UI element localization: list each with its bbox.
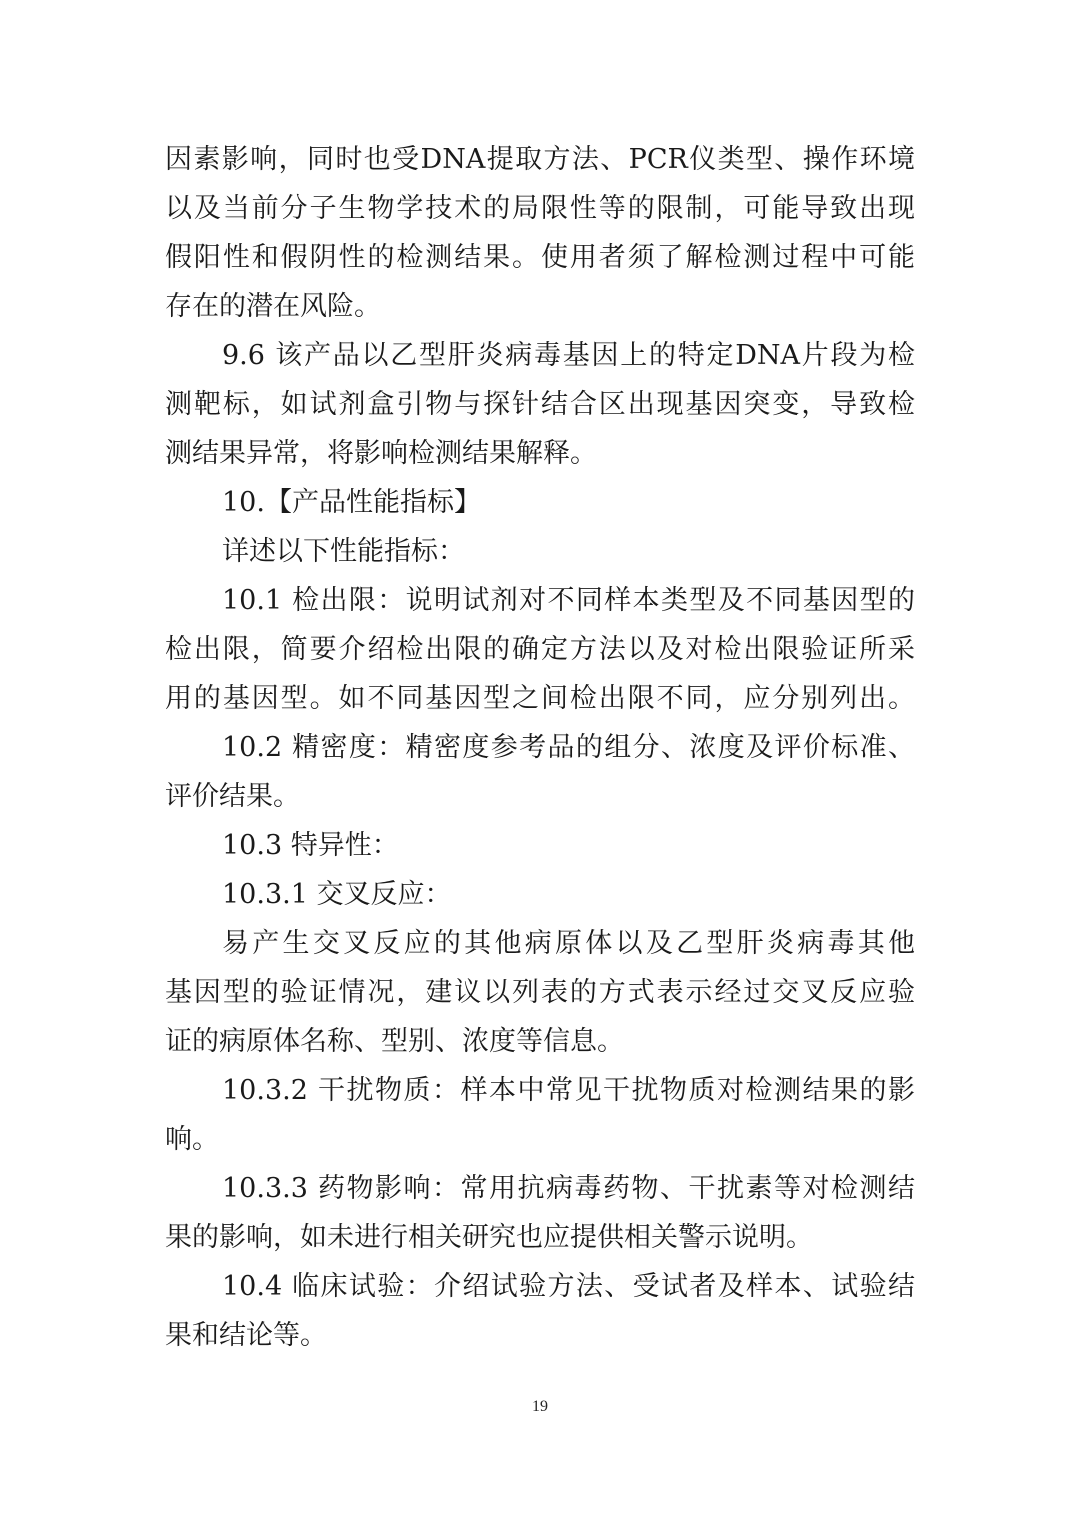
- text-line: 基因型的验证情况，建议以列表的方式表示经过交叉反应验: [165, 977, 915, 1008]
- text-line: 假阳性和假阴性的检测结果。使用者须了解检测过程中可能: [165, 242, 915, 273]
- text-line: 存在的潜在风险。: [165, 291, 381, 322]
- page-number: 19: [532, 1398, 548, 1415]
- text-line: 因素影响，同时也受DNA提取方法、PCR仪类型、操作环境: [165, 144, 915, 175]
- text-line: 测靶标，如试剂盒引物与探针结合区出现基因突变，导致检: [165, 389, 915, 420]
- text-line: 果和结论等。: [165, 1320, 327, 1351]
- text-line: 10.3.2 干扰物质：样本中常见干扰物质对检测结果的影: [222, 1075, 915, 1106]
- text-line: 检出限，简要介绍检出限的确定方法以及对检出限验证所采: [165, 634, 915, 665]
- text-line: 10.3 特异性：: [222, 830, 399, 861]
- text-line: 果的影响，如未进行相关研究也应提供相关警示说明。: [165, 1222, 813, 1253]
- text-line: 详述以下性能指标：: [222, 536, 465, 567]
- text-line: 10.3.1 交叉反应：: [222, 879, 452, 910]
- text-line: 10.4 临床试验：介绍试验方法、受试者及样本、试验结: [222, 1271, 915, 1302]
- text-line: 10.2 精密度：精密度参考品的组分、浓度及评价标准、: [222, 732, 915, 763]
- text-line: 证的病原体名称、型别、浓度等信息。: [165, 1026, 624, 1057]
- text-line: 易产生交叉反应的其他病原体以及乙型肝炎病毒其他: [222, 928, 915, 959]
- text-line: 以及当前分子生物学技术的局限性等的限制，可能导致出现: [165, 193, 915, 224]
- text-line: 用的基因型。如不同基因型之间检出限不同，应分别列出。: [165, 683, 915, 714]
- text-line: 9.6 该产品以乙型肝炎病毒基因上的特定DNA片段为检: [222, 340, 915, 371]
- section-heading: 10.【产品性能指标】: [222, 487, 481, 518]
- text-line: 测结果异常，将影响检测结果解释。: [165, 438, 597, 469]
- text-line: 10.3.3 药物影响：常用抗病毒药物、干扰素等对检测结: [222, 1173, 915, 1204]
- text-line: 评价结果。: [165, 781, 300, 812]
- text-line: 响。: [165, 1124, 219, 1155]
- text-line: 10.1 检出限：说明试剂对不同样本类型及不同基因型的: [222, 585, 915, 616]
